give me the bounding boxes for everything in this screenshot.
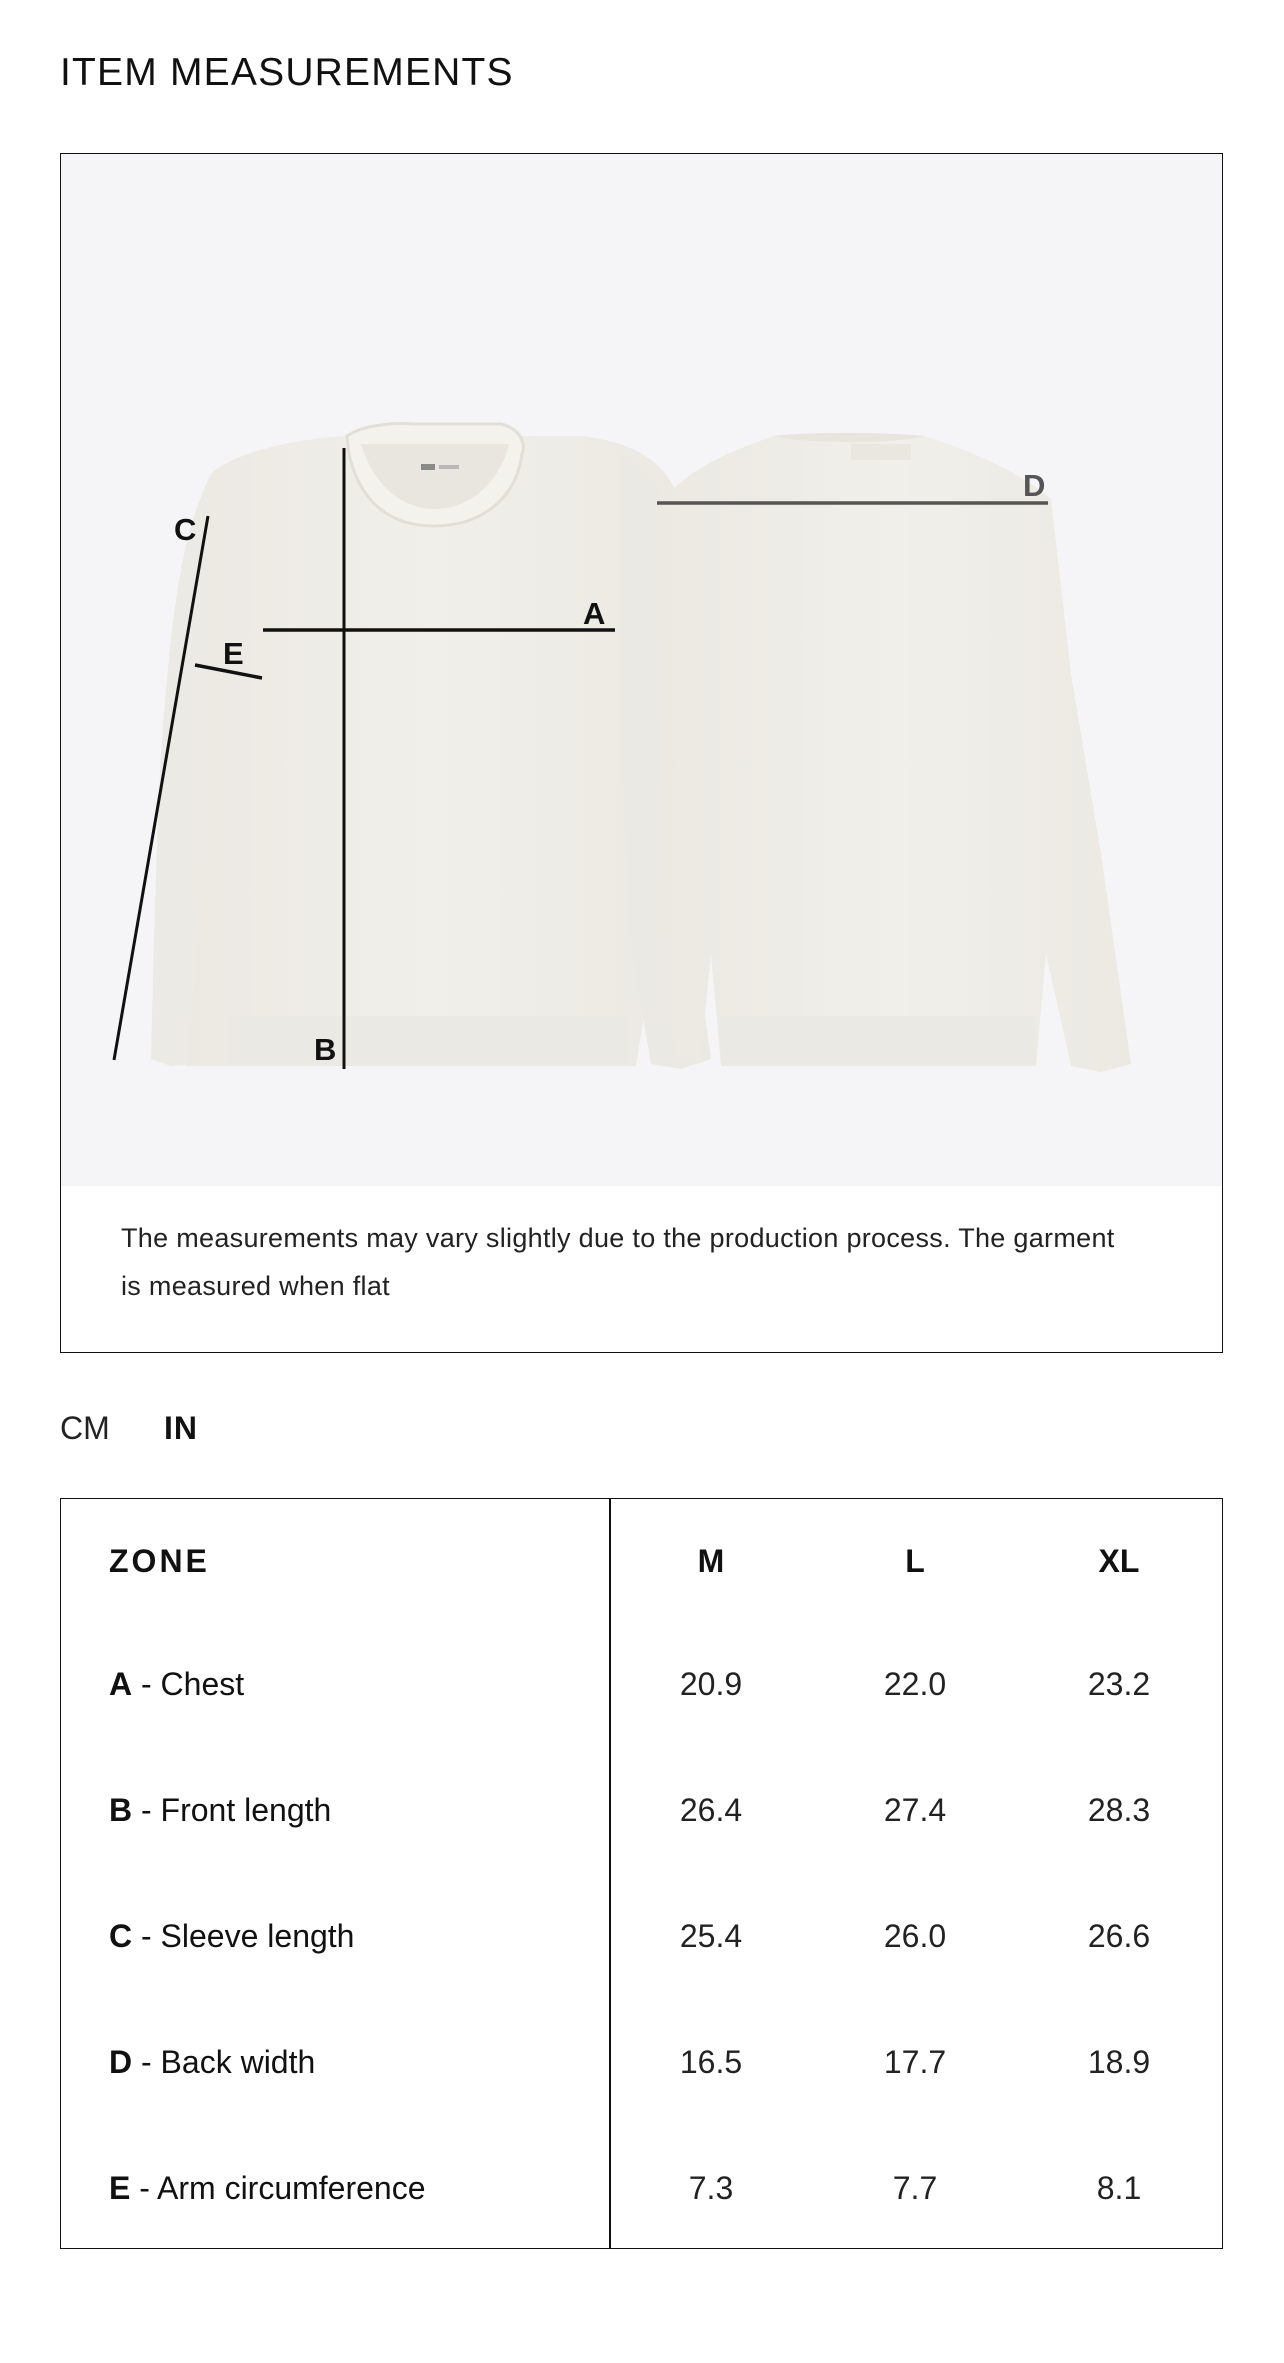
measure-label-d: D: [1023, 468, 1046, 503]
disclaimer-line-1: The measurements may vary slightly due to the production process. The garment: [121, 1223, 1115, 1253]
zone-name: - Back width: [132, 2044, 316, 2080]
table-row-back-width: [61, 2032, 1222, 2092]
value-xl: 8.1: [1096, 2170, 1142, 2206]
value-m: 16.5: [679, 2044, 743, 2080]
garment-measurement-image: [61, 154, 1222, 1186]
measure-label-b: B: [314, 1032, 337, 1067]
column-divider: [609, 1499, 611, 2248]
value-l: 17.7: [883, 2044, 947, 2080]
value-m: 25.4: [679, 1918, 743, 1954]
header-size-xl: XL: [1098, 1543, 1140, 1579]
measurement-figure-card: [60, 153, 1223, 1353]
value-m: 7.3: [688, 2170, 734, 2206]
zone-label: [109, 1780, 331, 1840]
unit-tab-in[interactable]: IN: [164, 1410, 198, 1446]
measurement-disclaimer: [121, 1214, 1171, 1310]
zone-name: - Chest: [132, 1666, 245, 1702]
zone-letter: B: [109, 1792, 133, 1828]
measure-label-e: E: [223, 636, 244, 671]
header-zone: ZONE: [109, 1543, 210, 1579]
zone-label: [109, 2158, 426, 2218]
zone-name: - Arm circumference: [130, 2170, 426, 2206]
measure-label-c: C: [174, 512, 197, 547]
size-measurement-table: [60, 1498, 1223, 2249]
value-l: 26.0: [883, 1918, 947, 1954]
table-row-arm-circumference: [61, 2158, 1222, 2218]
value-xl: 18.9: [1087, 2044, 1151, 2080]
page-title: ITEM MEASUREMENTS: [60, 51, 514, 94]
zone-name: - Front length: [132, 1792, 332, 1828]
value-m: 26.4: [679, 1792, 743, 1828]
zone-letter: D: [109, 2044, 133, 2080]
value-l: 7.7: [892, 2170, 938, 2206]
zone-letter: E: [109, 2170, 131, 2206]
zone-name: - Sleeve length: [132, 1918, 355, 1954]
zone-label: [109, 1654, 244, 1714]
unit-tab-cm[interactable]: CM: [60, 1410, 110, 1446]
zone-letter: C: [109, 1918, 133, 1954]
table-row-sleeve-length: [61, 1906, 1222, 1966]
zone-label: [109, 1906, 354, 1966]
table-row-front-length: [61, 1780, 1222, 1840]
back-sweater: [661, 433, 1131, 1072]
disclaimer-line-2: is measured when flat: [121, 1271, 390, 1301]
value-m: 20.9: [679, 1666, 743, 1702]
zone-letter: A: [109, 1666, 133, 1702]
value-xl: 28.3: [1087, 1792, 1151, 1828]
value-xl: 23.2: [1087, 1666, 1151, 1702]
value-l: 22.0: [883, 1666, 947, 1702]
value-l: 27.4: [883, 1792, 947, 1828]
table-row-chest: [61, 1654, 1222, 1714]
measure-label-a: A: [583, 596, 606, 631]
front-sweater: [151, 424, 711, 1070]
table-header-row: [61, 1531, 1222, 1591]
header-size-m: M: [697, 1543, 725, 1579]
value-xl: 26.6: [1087, 1918, 1151, 1954]
header-size-l: L: [905, 1543, 925, 1579]
zone-label: [109, 2032, 315, 2092]
